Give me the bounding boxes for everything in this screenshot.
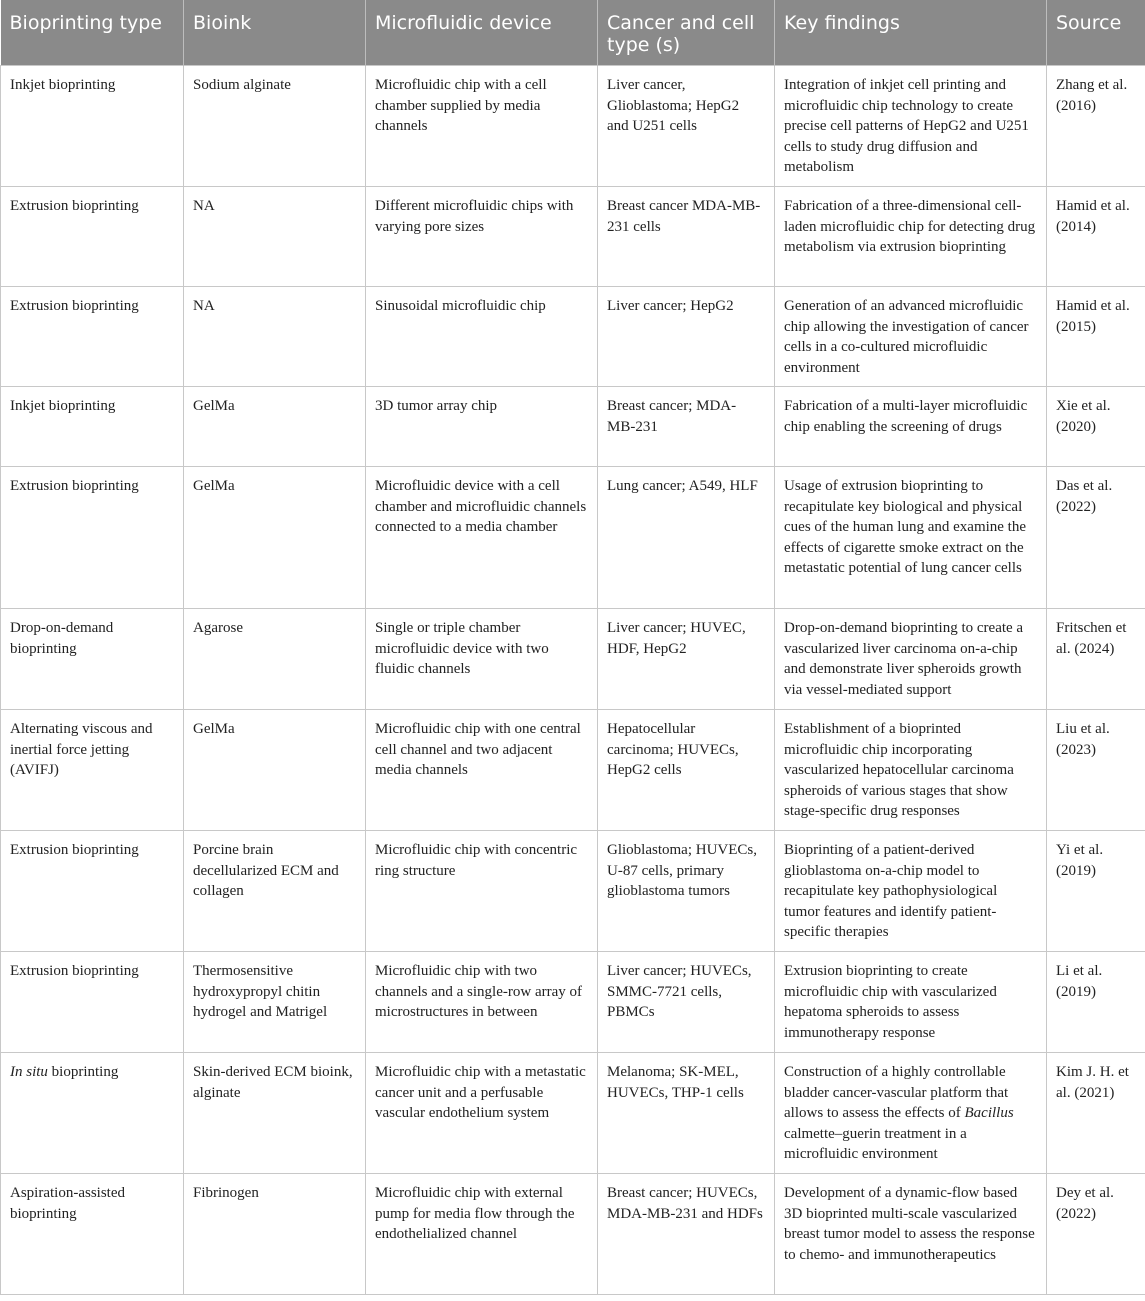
cell-key-findings xyxy=(775,287,1047,387)
cell-source xyxy=(1047,287,1145,387)
header-bioink: Bioink xyxy=(184,0,366,66)
cell-bioprinting-type xyxy=(1,1053,184,1174)
key-findings-italic: Bacillus xyxy=(964,1105,1014,1122)
cell-cancer-cell-type xyxy=(598,66,775,187)
bioink-text: GelMa xyxy=(193,721,235,737)
cell-bioprinting-type xyxy=(1,387,184,467)
cell-bioink xyxy=(184,387,366,467)
table-row xyxy=(1,66,1145,187)
cancer-cell-type-text: Glioblastoma; HUVECs, U-87 cells, primary glioblastoma tumors xyxy=(607,842,757,900)
bioprinting-type-text: Extrusion bioprinting xyxy=(10,198,139,214)
cell-key-findings xyxy=(775,467,1047,609)
cell-key-findings xyxy=(775,66,1047,187)
cell-cancer-cell-type xyxy=(598,710,775,831)
source-text: Zhang et al. (2016) xyxy=(1056,77,1128,114)
header-key-findings: Key findings xyxy=(775,0,1047,66)
cancer-cell-type-text: Breast cancer; MDA-MB-231 xyxy=(607,398,737,435)
cell-microfluidic-device xyxy=(366,710,598,831)
cancer-cell-type-text: Melanoma; SK-MEL, HUVECs, THP-1 cells xyxy=(607,1064,744,1101)
source-text: Kim J. H. et al. (2021) xyxy=(1056,1064,1129,1101)
cell-cancer-cell-type xyxy=(598,187,775,287)
cancer-cell-type-text: Liver cancer; HUVECs, SMMC-7721 cells, PBMCs xyxy=(607,963,752,1021)
bioprinting-type-text: Aspiration-assisted bioprinting xyxy=(10,1185,125,1222)
cell-microfluidic-device xyxy=(366,952,598,1053)
bioprinting-type-text: Inkjet bioprinting xyxy=(10,77,116,93)
cell-microfluidic-device xyxy=(366,1174,598,1295)
cell-source xyxy=(1047,66,1145,187)
cell-bioprinting-type xyxy=(1,609,184,710)
source-text: Hamid et al. (2014) xyxy=(1056,198,1130,235)
cell-bioink xyxy=(184,287,366,387)
cell-key-findings xyxy=(775,1053,1047,1174)
cell-source xyxy=(1047,1174,1145,1295)
table-row xyxy=(1,387,1145,467)
cell-cancer-cell-type xyxy=(598,952,775,1053)
bioprinting-type-text: Extrusion bioprinting xyxy=(10,478,139,494)
bioink-text: Porcine brain decellularized ECM and collagen xyxy=(193,842,339,900)
table-row xyxy=(1,467,1145,609)
bioprinting-type-text: Extrusion bioprinting xyxy=(10,963,139,979)
cell-bioink xyxy=(184,467,366,609)
key-findings-text-end: calmette–guerin treatment in a microfluidic environment xyxy=(784,1125,967,1163)
header-cancer-cell-type: Cancer and cell type (s) xyxy=(598,0,775,66)
header-row xyxy=(1,0,1145,66)
bioprinting-type-text: Extrusion bioprinting xyxy=(10,298,139,314)
microfluidic-device-text: Microfluidic chip with two channels and a single-row array of microstructures in between xyxy=(375,963,582,1021)
cell-cancer-cell-type xyxy=(598,831,775,952)
cell-microfluidic-device xyxy=(366,187,598,287)
cell-bioink xyxy=(184,187,366,287)
cell-key-findings xyxy=(775,609,1047,710)
cell-microfluidic-device xyxy=(366,467,598,609)
microfluidic-device-text: Microfluidic chip with a metastatic cancer unit and a perfusable vascular endothelium system xyxy=(375,1064,586,1122)
cell-key-findings xyxy=(775,1174,1047,1295)
table-header xyxy=(1,0,1145,66)
table-row xyxy=(1,187,1145,287)
source-text: Das et al. (2022) xyxy=(1056,478,1113,515)
header-microfluidic-device: Microfluidic device xyxy=(366,0,598,66)
cell-key-findings xyxy=(775,710,1047,831)
cell-microfluidic-device xyxy=(366,66,598,187)
cell-bioprinting-type xyxy=(1,66,184,187)
key-findings-text: Fabrication of a multi-layer microfluidic chip enabling the screening of drugs xyxy=(784,398,1028,435)
microfluidic-device-text: Different microfluidic chips with varying pore sizes xyxy=(375,198,574,235)
cancer-cell-type-text: Liver cancer; HUVEC, HDF, HepG2 xyxy=(607,620,746,657)
key-findings-text: Usage of extrusion bioprinting to recapitulate key biological and physical cues of the human lung and examine the effects of cigarette smoke extract on the metastatic potential of lung cancer cells xyxy=(784,478,1027,577)
cell-source xyxy=(1047,387,1145,467)
table-body xyxy=(1,66,1145,1295)
cell-bioprinting-type xyxy=(1,952,184,1053)
cell-bioprinting-type xyxy=(1,710,184,831)
cell-bioink xyxy=(184,831,366,952)
bioink-text: Fibrinogen xyxy=(193,1185,259,1201)
bioink-text: GelMa xyxy=(193,478,235,494)
bioprinting-type-text: Alternating viscous and inertial force jetting (AVIFJ) xyxy=(10,721,153,779)
key-findings-text: Bioprinting of a patient-derived glioblastoma on-a-chip model to recapitulate key pathophysiological tumor features and identify patient-specific therapies xyxy=(784,842,998,941)
header-bioprinting-type: Bioprinting type xyxy=(1,0,184,66)
table-row xyxy=(1,831,1145,952)
cell-cancer-cell-type xyxy=(598,467,775,609)
bioink-text: Skin-derived ECM bioink, alginate xyxy=(193,1064,353,1101)
cell-source xyxy=(1047,187,1145,287)
cell-source xyxy=(1047,1053,1145,1174)
table-row xyxy=(1,1174,1145,1295)
key-findings-text: Development of a dynamic-flow based 3D bioprinted multi-scale vascularized breast tumor model to assess the response to chemo- and immunotherapeutics xyxy=(784,1185,1035,1263)
cell-bioprinting-type xyxy=(1,187,184,287)
bioink-text: NA xyxy=(193,198,215,214)
bioprinting-type-italic: In situ xyxy=(10,1064,48,1080)
key-findings-text: Extrusion bioprinting to create microfluidic chip with vascularized hepatoma spheroids to assess immunotherapy response xyxy=(784,963,997,1041)
key-findings-text: Generation of an advanced microfluidic chip allowing the investigation of cancer cells in a co-cultured microfluidic environment xyxy=(784,298,1029,376)
source-text: Yi et al. (2019) xyxy=(1056,842,1104,879)
cell-key-findings xyxy=(775,952,1047,1053)
cell-source xyxy=(1047,952,1145,1053)
microfluidic-device-text: Microfluidic chip with external pump for media flow through the endothelialized channel xyxy=(375,1185,575,1243)
bioink-text: Sodium alginate xyxy=(193,77,291,93)
cell-cancer-cell-type xyxy=(598,1053,775,1174)
table-row xyxy=(1,952,1145,1053)
bioprinting-type-text: Drop-on-demand bioprinting xyxy=(10,620,114,657)
cancer-cell-type-text: Liver cancer, Glioblastoma; HepG2 and U251 cells xyxy=(607,77,740,135)
key-findings-text: Fabrication of a three-dimensional cell-laden microfluidic chip for detecting drug metabolism via extrusion bioprinting xyxy=(784,198,1036,256)
source-text: Fritschen et al. (2024) xyxy=(1056,620,1127,657)
microfluidic-device-text: Microfluidic chip with one central cell channel and two adjacent media channels xyxy=(375,721,581,779)
cell-bioprinting-type xyxy=(1,831,184,952)
cell-key-findings xyxy=(775,387,1047,467)
bioink-text: Agarose xyxy=(193,620,243,636)
bioink-text: Thermosensitive hydroxypropyl chitin hydrogel and Matrigel xyxy=(193,963,328,1021)
cancer-cell-type-text: Breast cancer MDA-MB-231 cells xyxy=(607,198,761,235)
table-row xyxy=(1,287,1145,387)
cell-source xyxy=(1047,710,1145,831)
table-row xyxy=(1,1053,1145,1174)
key-findings-text: Drop-on-demand bioprinting to create a vascularized liver carcinoma on-a-chip and demonstrate liver spheroids growth via vessel-mediated support xyxy=(784,620,1024,698)
microfluidic-device-text: Microfluidic device with a cell chamber and microfluidic channels connected to a media chamber xyxy=(375,478,587,536)
key-findings-text: Construction of a highly controllable bladder cancer-vascular platform that allows to assess the effects of xyxy=(784,1064,1009,1122)
source-text: Li et al. (2019) xyxy=(1056,963,1103,1000)
bioink-text: NA xyxy=(193,298,215,314)
key-findings-text: Establishment of a bioprinted microfluidic chip incorporating vascularized hepatocellular carcinoma spheroids of various stages that show stage-specific drug responses xyxy=(784,721,1014,820)
bioink-text: GelMa xyxy=(193,398,235,414)
cell-microfluidic-device xyxy=(366,1053,598,1174)
table-row xyxy=(1,609,1145,710)
cell-microfluidic-device xyxy=(366,387,598,467)
cell-key-findings xyxy=(775,831,1047,952)
cell-key-findings xyxy=(775,187,1047,287)
source-text: Xie et al. (2020) xyxy=(1056,398,1111,435)
cell-microfluidic-device xyxy=(366,831,598,952)
header-source: Source xyxy=(1047,0,1145,66)
cell-cancer-cell-type xyxy=(598,1174,775,1295)
cell-microfluidic-device xyxy=(366,287,598,387)
cell-bioink xyxy=(184,952,366,1053)
table-row xyxy=(1,710,1145,831)
key-findings-text: Integration of inkjet cell printing and microfluidic chip technology to create precise cell patterns of HepG2 and U251 cells to study drug diffusion and metabolism xyxy=(784,77,1029,176)
cell-microfluidic-device xyxy=(366,609,598,710)
microfluidic-device-text: Single or triple chamber microfluidic device with two fluidic channels xyxy=(375,620,549,678)
cell-cancer-cell-type xyxy=(598,609,775,710)
cancer-cell-type-text: Liver cancer; HepG2 xyxy=(607,298,734,314)
cell-source xyxy=(1047,609,1145,710)
bioprinting-type-text: Inkjet bioprinting xyxy=(10,398,116,414)
cancer-cell-type-text: Breast cancer; HUVECs, MDA-MB-231 and HDFs xyxy=(607,1185,763,1222)
bioprinting-type-text: Extrusion bioprinting xyxy=(10,842,139,858)
cell-bioink xyxy=(184,710,366,831)
microfluidic-device-text: 3D tumor array chip xyxy=(375,398,498,414)
cell-source xyxy=(1047,831,1145,952)
cancer-cell-type-text: Lung cancer; A549, HLF xyxy=(607,478,758,494)
cell-bioprinting-type xyxy=(1,287,184,387)
bioprinting-type-text: bioprinting xyxy=(47,1064,119,1080)
source-text: Hamid et al. (2015) xyxy=(1056,298,1130,335)
cell-bioprinting-type xyxy=(1,1174,184,1295)
cell-bioink xyxy=(184,1174,366,1295)
cell-bioink xyxy=(184,609,366,710)
cell-cancer-cell-type xyxy=(598,387,775,467)
microfluidic-device-text: Microfluidic chip with a cell chamber supplied by media channels xyxy=(375,77,547,135)
microfluidic-device-text: Microfluidic chip with concentric ring structure xyxy=(375,842,578,879)
cell-bioprinting-type xyxy=(1,467,184,609)
source-text: Dey et al. (2022) xyxy=(1056,1185,1114,1222)
source-text: Liu et al. (2023) xyxy=(1056,721,1110,758)
cell-source xyxy=(1047,467,1145,609)
cell-bioink xyxy=(184,1053,366,1174)
cancer-cell-type-text: Hepatocellular carcinoma; HUVECs, HepG2 cells xyxy=(607,721,739,779)
cell-bioink xyxy=(184,66,366,187)
microfluidic-device-text: Sinusoidal microfluidic chip xyxy=(375,298,546,314)
cell-cancer-cell-type xyxy=(598,287,775,387)
